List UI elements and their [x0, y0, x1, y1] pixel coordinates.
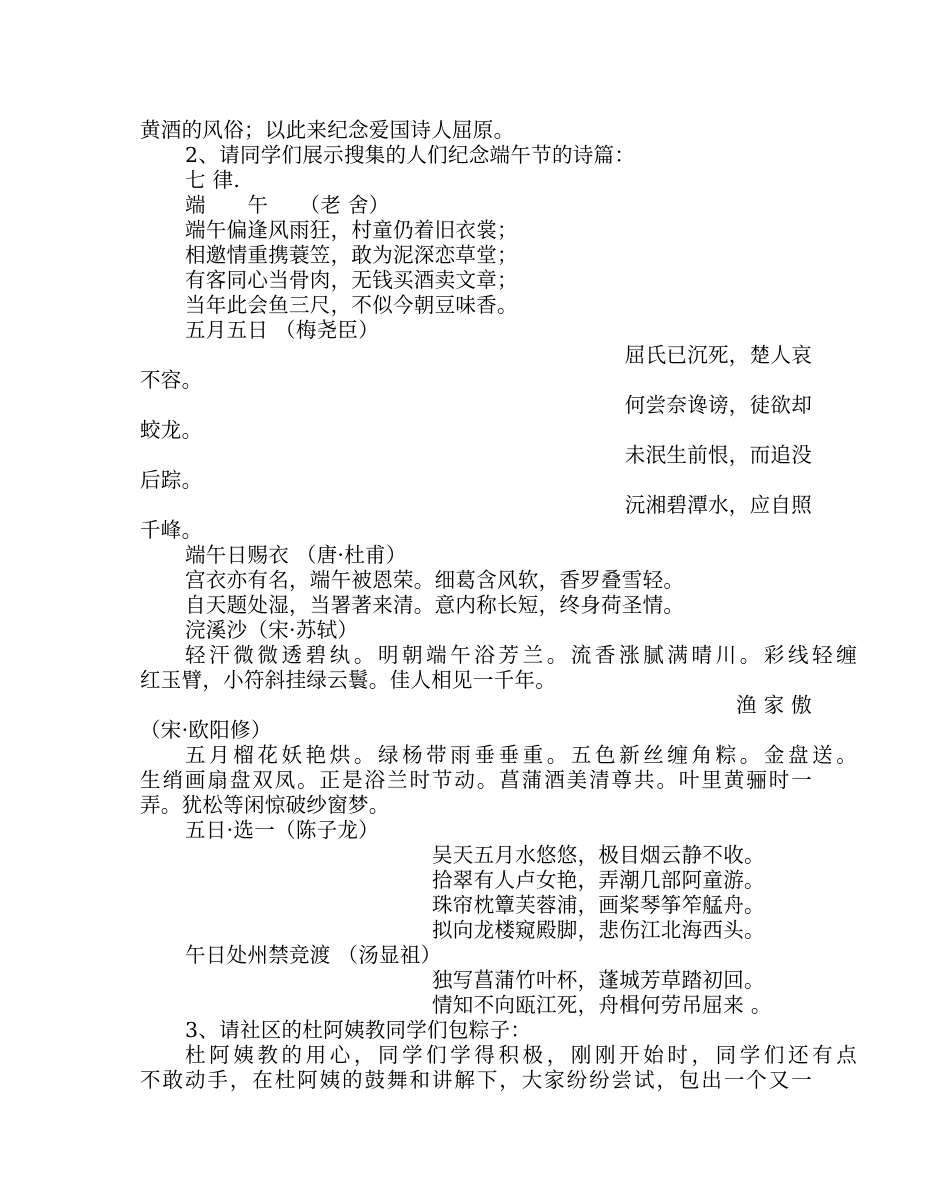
text-line: 黄酒的风俗；以此来纪念爱国诗人屈原。 [140, 118, 515, 142]
poem-line: 五月榴花妖艳烘。绿杨带雨垂垂重。五色新丝缠角粽。金盘送。 [185, 743, 857, 767]
poem-line-wrap: 红玉臂，小符斜挂绿云鬟。佳人相见一千年。 [140, 668, 556, 692]
poem-title: 五日·选一（陈子龙） [185, 818, 380, 842]
poem-line: 未泯生前恨，而追没 [624, 443, 812, 467]
poem-title: 渔 家 傲 [735, 693, 812, 717]
poem-line-wrap: 蛟龙。 [140, 418, 203, 442]
poem-line: 当年此会鱼三尺，不似今朝豆味香。 [185, 293, 518, 317]
poem-line-wrap: 千峰。 [140, 518, 203, 542]
poem-line: 端午偏逢风雨狂，村童仍着旧衣裳； [185, 218, 518, 242]
paragraph-line: 杜阿姨教的用心，同学们学得积极，刚刚开始时，同学们还有点 [185, 1043, 857, 1067]
poem-line: 轻汗微微透碧纨。明朝端午浴芳兰。流香涨腻满晴川。彩线轻缠 [185, 643, 857, 667]
poem-line: 情知不向瓯江死，舟楫何劳吊屈来 。 [432, 993, 772, 1017]
poem-title: 五月五日 （梅尧臣） [185, 318, 380, 342]
poem-title: 端 午 （老 舍） [185, 193, 390, 217]
poem-line: 有客同心当骨肉，无钱买酒卖文章； [185, 268, 518, 292]
poem-form: 七 律. [185, 168, 241, 192]
poem-title: 浣溪沙（宋·苏轼） [185, 618, 359, 642]
poem-line-wrap: 弄。犹松等闲惊破纱窗梦。 [140, 793, 390, 817]
poem-line: 自天题处湿，当署著来清。意内称长短，终身荷圣情。 [185, 593, 685, 617]
poem-line: 拟向龙楼窥殿脚，悲伤江北海西头。 [432, 918, 765, 942]
paragraph-line: 不敢动手，在杜阿姨的鼓舞和讲解下，大家纷纷尝试，包出一个又一 [140, 1068, 812, 1092]
section-heading: 3、请社区的杜阿姨教同学们包粽子： [185, 1018, 532, 1042]
poem-line: 拾翠有人卢女艳，弄潮几部阿童游。 [432, 868, 765, 892]
poem-line: 吴天五月水悠悠，极目烟云静不收。 [432, 843, 765, 867]
poem-title: 午日处州禁竞渡 （汤显祖） [185, 943, 442, 967]
poem-line: 何尝奈谗谤，徒欲却 [624, 393, 812, 417]
poem-line: 珠帘枕簟芙蓉浦，画桨琴筝笮艋舟。 [432, 893, 765, 917]
poem-line: 沅湘碧潭水，应自照 [624, 493, 812, 517]
poem-line: 宫衣亦有名，端午被恩荣。细葛含风软，香罗叠雪轻。 [185, 568, 685, 592]
poem-line-wrap: 后踪。 [140, 468, 203, 492]
poem-line: 生绡画扇盘双凤。正是浴兰时节动。菖蒲酒美清尊共。叶里黄骊时一 [140, 768, 812, 792]
poem-line: 相邀情重携蓑笠，敢为泥深恋草堂； [185, 243, 518, 267]
poem-line-wrap: 不容。 [140, 368, 203, 392]
poem-author: （宋·欧阳修） [140, 718, 272, 742]
section-heading: 2、请同学们展示搜集的人们纪念端午节的诗篇： [185, 143, 636, 167]
poem-line: 屈氏已沉死，楚人哀 [624, 343, 812, 367]
poem-title: 端午日赐衣 （唐·杜甫） [185, 543, 407, 567]
poem-line: 独写菖蒲竹叶杯，蓬城芳草踏初回。 [432, 968, 765, 992]
